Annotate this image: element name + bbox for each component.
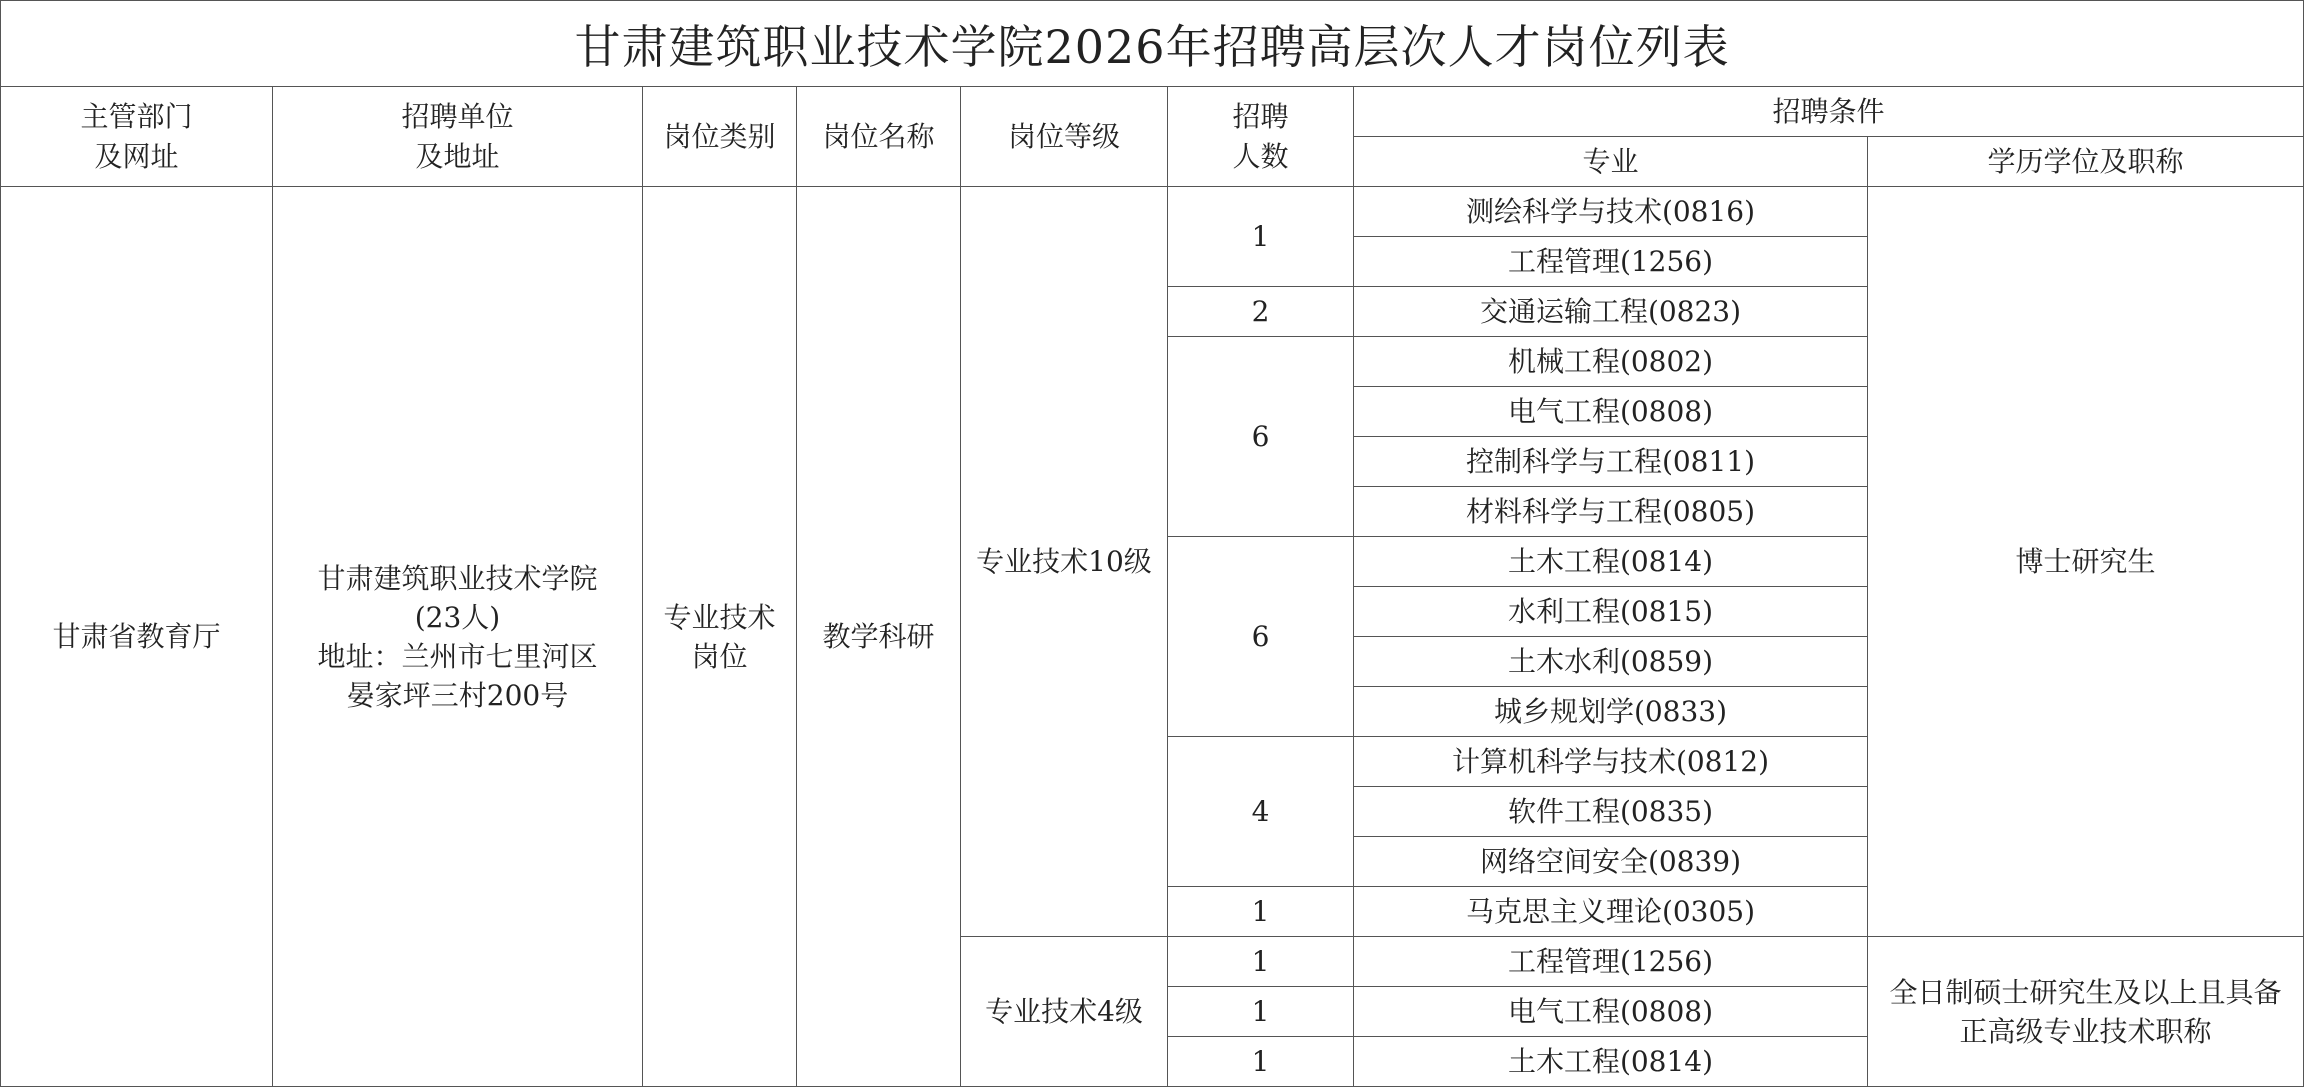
count-cell: 4 (1168, 737, 1354, 887)
count-cell: 1 (1168, 937, 1354, 987)
header-level: 岗位等级 (961, 87, 1168, 187)
major-cell: 土木工程(0814) (1354, 1037, 1868, 1087)
count-cell: 2 (1168, 287, 1354, 337)
dept-cell: 甘肃省教育厅 (1, 187, 273, 1087)
major-cell: 水利工程(0815) (1354, 587, 1868, 637)
major-cell: 电气工程(0808) (1354, 387, 1868, 437)
header-education: 学历学位及职称 (1868, 137, 2304, 187)
count-cell: 1 (1168, 1037, 1354, 1087)
major-cell: 测绘科学与技术(0816) (1354, 187, 1868, 237)
major-cell: 工程管理(1256) (1354, 237, 1868, 287)
header-count: 招聘 人数 (1168, 87, 1354, 187)
major-cell: 软件工程(0835) (1354, 787, 1868, 837)
major-cell: 交通运输工程(0823) (1354, 287, 1868, 337)
major-cell: 电气工程(0808) (1354, 987, 1868, 1037)
post-name-cell: 教学科研 (797, 187, 961, 1087)
count-cell: 1 (1168, 887, 1354, 937)
page-title: 甘肃建筑职业技术学院2026年招聘高层次人才岗位列表 (1, 1, 2304, 87)
level-cell-10: 专业技术10级 (961, 187, 1168, 937)
unit-cell: 甘肃建筑职业技术学院 (23人) 地址：兰州市七里河区 晏家坪三村200号 (273, 187, 643, 1087)
edu-cell-master: 全日制硕士研究生及以上且具备 正高级专业技术职称 (1868, 937, 2304, 1087)
count-cell: 1 (1168, 987, 1354, 1037)
major-cell: 马克思主义理论(0305) (1354, 887, 1868, 937)
header-unit: 招聘单位 及地址 (273, 87, 643, 187)
count-cell: 6 (1168, 537, 1354, 737)
major-cell: 土木水利(0859) (1354, 637, 1868, 687)
major-cell: 土木工程(0814) (1354, 537, 1868, 587)
major-cell: 材料科学与工程(0805) (1354, 487, 1868, 537)
level-cell-4: 专业技术4级 (961, 937, 1168, 1087)
header-conditions: 招聘条件 (1354, 87, 2304, 137)
header-dept: 主管部门 及网址 (1, 87, 273, 187)
major-cell: 机械工程(0802) (1354, 337, 1868, 387)
major-cell: 城乡规划学(0833) (1354, 687, 1868, 737)
header-category: 岗位类别 (643, 87, 797, 187)
header-post-name: 岗位名称 (797, 87, 961, 187)
header-major: 专业 (1354, 137, 1868, 187)
major-cell: 网络空间安全(0839) (1354, 837, 1868, 887)
edu-cell-doctor: 博士研究生 (1868, 187, 2304, 937)
major-cell: 计算机科学与技术(0812) (1354, 737, 1868, 787)
category-cell: 专业技术 岗位 (643, 187, 797, 1087)
count-cell: 1 (1168, 187, 1354, 287)
major-cell: 工程管理(1256) (1354, 937, 1868, 987)
count-cell: 6 (1168, 337, 1354, 537)
major-cell: 控制科学与工程(0811) (1354, 437, 1868, 487)
